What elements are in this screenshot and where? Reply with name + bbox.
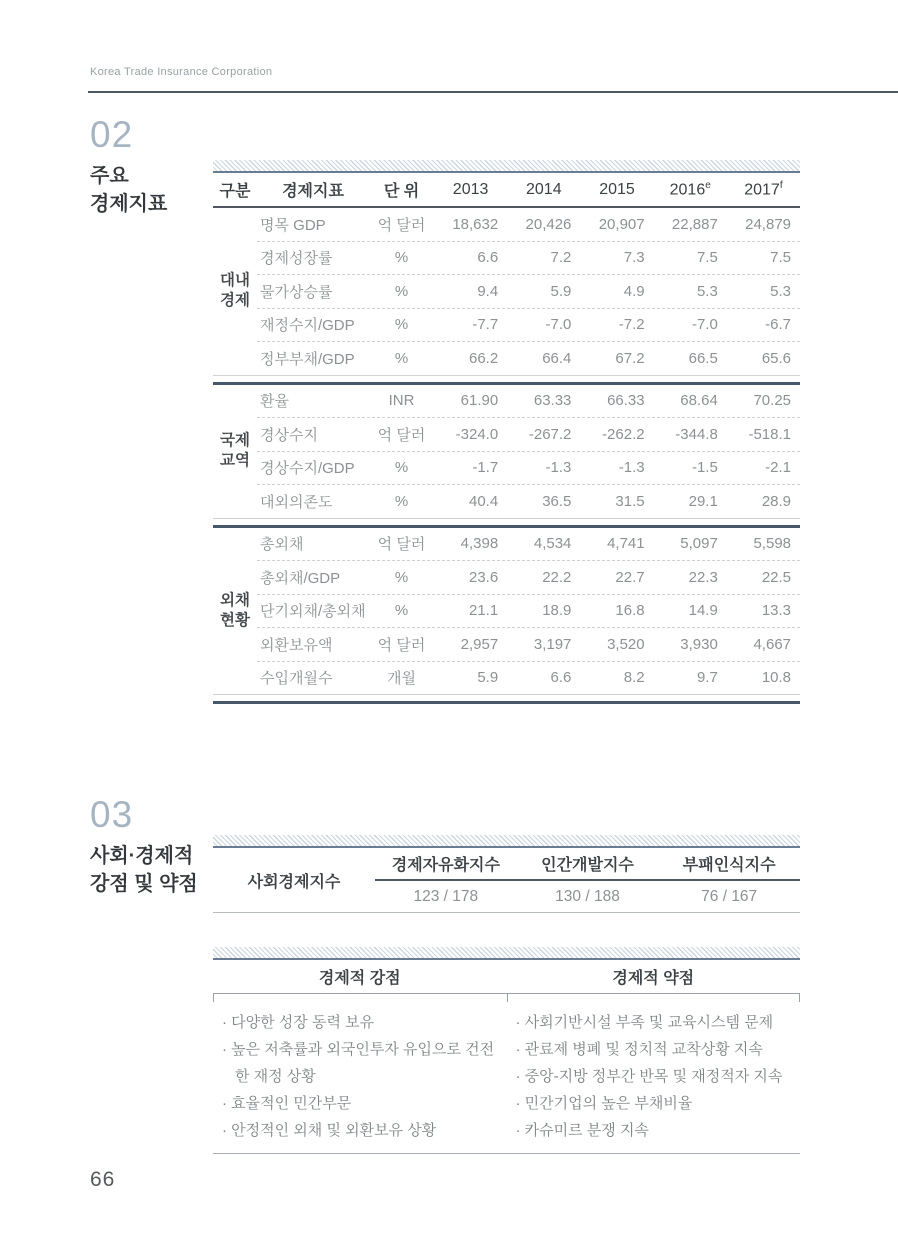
group-name [213, 385, 257, 518]
strengths-header: 경제적 강점 [318, 970, 401, 987]
weaknesses-header: 경제적 약점 [612, 970, 695, 987]
indicator-value: 10.8 [761, 669, 792, 687]
indicator-value: 67.2 [615, 349, 645, 367]
indicator-value: 22.2 [542, 568, 572, 586]
group-separator-rule [213, 375, 800, 385]
section-02-title-line2: 경제지표 [90, 193, 168, 215]
indicator-value: 13.3 [761, 602, 792, 620]
indicator-row [257, 274, 800, 308]
indicator-value: 22.7 [615, 568, 645, 586]
hatched-band [213, 160, 800, 173]
section-02-number: 02 [90, 114, 134, 155]
indicator-value: 6.6 [477, 249, 499, 267]
group-name-line: 경제 [220, 292, 250, 310]
indicator-value: 5,097 [680, 535, 718, 553]
weakness-item: · 민간기업의 높은 부채비율 [515, 1095, 693, 1112]
index-value: 130 / 188 [555, 887, 620, 905]
indicator-value: 29.1 [688, 492, 718, 510]
indicator-name: 외환보유액 [260, 636, 333, 654]
header-indicator: 경제지표 [282, 183, 344, 200]
year-superscript: e [705, 179, 711, 191]
strength-item: · 높은 저축률과 외국인투자 유입으로 건전한 재정 상황 [222, 1041, 495, 1085]
indicator-value: 7.3 [623, 249, 645, 267]
indicator-value: -1.5 [691, 459, 718, 477]
indicator-value: 4.9 [623, 282, 645, 300]
indicator-value: 22.3 [688, 568, 718, 586]
section-03-number: 03 [90, 794, 134, 835]
header-unit: 단 위 [383, 183, 420, 200]
swot-headers [213, 960, 800, 993]
indicator-row [257, 308, 800, 342]
indicator-value: 9.4 [477, 282, 499, 300]
indicator-value: 18,632 [452, 215, 499, 233]
indicator-value: 70.25 [753, 392, 792, 410]
year-column-header: 2014 [526, 180, 562, 198]
indicator-unit: % [394, 249, 409, 267]
indicator-value: 4,534 [533, 535, 572, 553]
indicator-name: 대외의존도 [260, 493, 333, 511]
indicator-value: -324.0 [455, 425, 499, 443]
indicator-value: 5.3 [770, 282, 792, 300]
group-rows [257, 208, 800, 375]
indicator-value: 6.6 [550, 669, 572, 687]
index-value: 123 / 178 [413, 887, 479, 905]
strength-item: · 안정적인 외채 및 외환보유 상황 [222, 1122, 437, 1139]
bracket-tick [799, 994, 800, 1002]
indicator-value: 24,879 [745, 215, 792, 233]
indicator-unit: 억 달러 [377, 426, 426, 444]
indicator-value: -7.2 [618, 316, 645, 334]
indicator-value: 7.2 [550, 249, 572, 267]
indicator-value: 5.9 [550, 282, 572, 300]
indicator-value: 22.5 [761, 568, 792, 586]
group-name-line: 외채 [220, 591, 250, 609]
indicator-value: 20,907 [598, 215, 645, 233]
indicator-name: 재정수지/GDP [260, 317, 355, 335]
indicator-unit: INR [388, 392, 415, 410]
indicator-value: 4,398 [460, 535, 499, 553]
group-rows [257, 528, 800, 695]
indicator-value: 28.9 [761, 492, 792, 510]
indicator-value: 4,741 [607, 535, 645, 553]
year-column-header: 2013 [452, 180, 489, 198]
indicator-value: 7.5 [770, 249, 792, 267]
indicator-value: 3,520 [607, 635, 645, 653]
indicator-row [257, 560, 800, 594]
indicator-row [257, 594, 800, 628]
group-separator-rule [213, 694, 800, 704]
indicator-unit: % [394, 316, 409, 334]
indicator-unit: 억 달러 [377, 216, 426, 234]
section-02-title [90, 162, 220, 218]
year-column-header: 2017$^f$ [744, 179, 783, 199]
indicator-group [213, 528, 800, 695]
group-name-line: 대내 [220, 272, 250, 290]
indices-column-headers [375, 848, 800, 881]
weakness-item: · 사회기반시설 부족 및 교육시스템 문제 [515, 1014, 774, 1031]
indicator-unit: % [394, 602, 409, 620]
indicator-unit: 억 달러 [377, 536, 426, 554]
indicator-value: 4,667 [753, 635, 792, 653]
indicator-value: -267.2 [528, 425, 572, 443]
indicator-value: 68.64 [680, 392, 718, 410]
indicator-unit: 개월 [387, 670, 416, 688]
indicator-value: 5,598 [753, 535, 792, 553]
indicator-value: -6.7 [765, 316, 792, 334]
indicator-value: 31.5 [615, 492, 645, 510]
indicator-row [257, 661, 800, 695]
indicator-value: 14.9 [688, 602, 718, 620]
indicator-value: 36.5 [542, 492, 572, 510]
page-number: 66 [90, 1168, 116, 1191]
group-name-line: 국제 [220, 431, 250, 449]
indicator-name: 총외채/GDP [260, 569, 341, 587]
header-group: 구분 [219, 183, 251, 200]
indicator-group [213, 385, 800, 518]
indicator-name: 경상수지/GDP [260, 460, 355, 478]
index-column-header: 부패인식지수 [682, 857, 776, 874]
indicator-name: 단기외채/총외채 [260, 603, 366, 621]
weakness-item: · 중앙-지방 정부간 반목 및 재정적자 지속 [515, 1068, 783, 1085]
indicator-value: 21.1 [469, 602, 499, 620]
indicator-name: 환율 [260, 393, 289, 411]
indicator-value: 2,957 [460, 635, 499, 653]
indices-columns [375, 848, 800, 912]
indicator-value: 61.90 [460, 392, 499, 410]
weakness-item: · 카슈미르 분쟁 지속 [515, 1122, 649, 1139]
bracket-tick [213, 994, 214, 1002]
strength-item: · 효율적인 민간부문 [222, 1095, 352, 1112]
indicator-name: 물가상승률 [260, 283, 333, 301]
indicator-unit: % [394, 282, 409, 300]
indices-row-header: 사회경제지수 [247, 873, 341, 891]
indicator-value: 16.8 [615, 602, 645, 620]
hatched-band [213, 947, 800, 960]
swot-bracket-rule [213, 993, 800, 1002]
indicator-value: 63.33 [533, 392, 572, 410]
index-column-header: 경제자유화지수 [391, 857, 500, 874]
indicator-value: 66.2 [469, 349, 499, 367]
indicator-value: -262.2 [602, 425, 645, 443]
indicator-row [257, 341, 800, 375]
section-03-title-line2: 강점 및 약점 [90, 873, 198, 895]
indicators-table-header [213, 173, 800, 208]
indicator-value: -7.7 [472, 316, 499, 334]
indicator-unit: % [394, 568, 409, 586]
indicators-table-body [213, 208, 800, 704]
indicator-value: 66.5 [688, 349, 718, 367]
indicator-unit: % [394, 459, 409, 477]
indicator-value: 5.9 [477, 669, 499, 687]
indicator-name: 명목 GDP [260, 216, 326, 234]
indicator-value: 65.6 [761, 349, 792, 367]
index-column-header: 인간개발지수 [541, 857, 634, 874]
indicator-row [257, 484, 800, 518]
group-name [213, 208, 257, 375]
indicator-value: -518.1 [748, 425, 792, 443]
indicator-value: 5.3 [696, 282, 718, 300]
indicator-value: 3,197 [533, 635, 572, 653]
indicator-value: 22,887 [671, 215, 718, 233]
index-value: 76 / 167 [701, 887, 758, 905]
section-02-label [90, 116, 220, 218]
indicator-name: 수입개월수 [260, 670, 333, 688]
indicator-row [257, 451, 800, 485]
indicator-row [257, 417, 800, 451]
indicator-value: -344.8 [675, 425, 718, 443]
indices-table [213, 835, 800, 913]
indicator-value: 20,426 [525, 215, 572, 233]
group-separator-rule [213, 518, 800, 528]
indicator-value: 9.7 [696, 669, 718, 687]
group-rows [257, 385, 800, 518]
indicator-value: 7.5 [696, 249, 718, 267]
hatched-band [213, 835, 800, 848]
weakness-item: · 관료제 병폐 및 정치적 교착상황 지속 [515, 1041, 763, 1058]
strength-item: · 다양한 성장 동력 보유 [222, 1014, 375, 1031]
group-name-line: 현황 [220, 611, 250, 629]
section-02-title-line1: 주요 [90, 165, 129, 187]
indicator-value: -2.1 [765, 459, 792, 477]
indicator-value: -7.0 [545, 316, 572, 334]
indicator-value: -1.3 [618, 459, 645, 477]
indicator-name: 총외채 [260, 536, 304, 554]
indices-table-body [213, 848, 800, 913]
indicator-value: 8.2 [623, 669, 645, 687]
group-name-line: 교역 [220, 452, 250, 469]
bracket-tick [507, 994, 508, 1002]
indicator-value: 3,930 [680, 635, 718, 653]
indicator-unit: % [394, 349, 409, 367]
indicator-unit: 억 달러 [377, 636, 426, 654]
indicators-table [213, 160, 800, 704]
indicator-name: 경상수지 [260, 426, 318, 444]
indicator-row [257, 528, 800, 561]
indicator-row [257, 627, 800, 661]
indicator-row [257, 208, 800, 241]
indices-values [375, 881, 800, 912]
indicator-value: 66.33 [607, 392, 645, 410]
group-name [213, 528, 257, 695]
indicator-group [213, 208, 800, 375]
swot-lists [213, 1002, 800, 1154]
indicator-unit: % [394, 492, 409, 510]
indicator-value: -1.3 [545, 459, 572, 477]
indicator-value: 40.4 [469, 492, 499, 510]
swot-table [213, 947, 800, 1154]
org-name: Korea Trade Insurance Corporation [90, 66, 273, 78]
year-column-header: 2016e [669, 179, 711, 199]
indicator-name: 정부부채/GDP [260, 350, 355, 368]
indicator-value: -1.7 [472, 459, 499, 477]
indicator-value: 18.9 [542, 602, 572, 620]
indicator-value: 66.4 [542, 349, 572, 367]
indicator-value: -7.0 [691, 316, 718, 334]
indicator-value: 23.6 [469, 568, 499, 586]
section-03-title-line1: 사회·경제적 [90, 845, 194, 867]
header-rule [88, 91, 898, 93]
year-superscript: f [779, 179, 783, 191]
indicator-row [257, 385, 800, 418]
indicator-name: 경제성장률 [260, 250, 333, 268]
strengths-list [213, 1007, 507, 1144]
year-column-header: 2015 [599, 180, 635, 198]
indicator-row [257, 241, 800, 275]
weaknesses-list [507, 1007, 801, 1144]
